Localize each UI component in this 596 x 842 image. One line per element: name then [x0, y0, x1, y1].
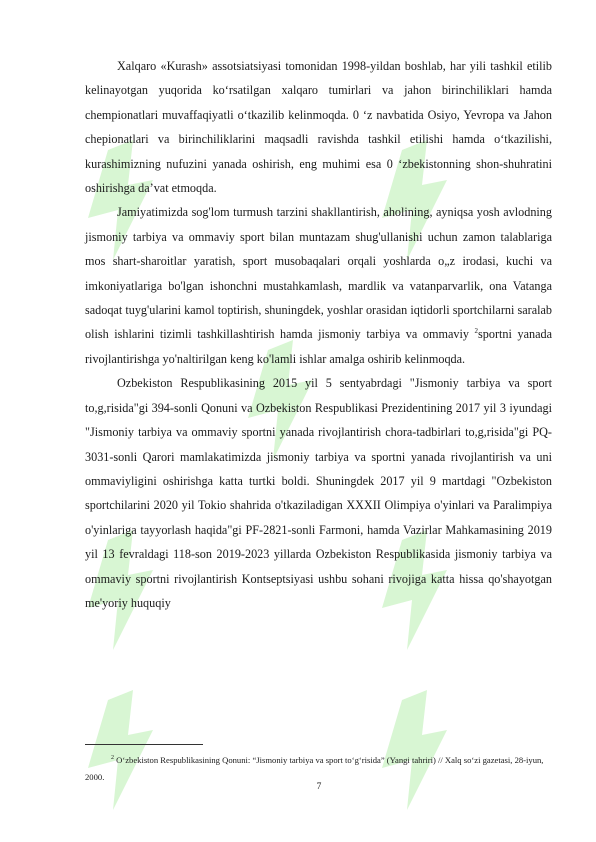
paragraph-text-after-ref: sportni yanada rivojlantirishga yo'naltirilgan keng ko'lamli ishlar amalga oshirib kelinmoqda. [85, 327, 552, 366]
footnote-reference[interactable]: 2 [474, 327, 479, 336]
paragraph-text-before-ref: Jamiyatimizda sog'lom turmush tarzini shakllantirish, aholining, ayniqsa yosh avlodning jismoniy tarbiya va ommaviy sport bilan muntazam shug'ullanishi uchun zamon talablariga mos shart-sharoitlar yaratish, sport musobaqalari orqali yoshlarda o„z irodasi, kuchi va imkoniyatlariga bo'lgan ishonchni mustahkamlash, mardlik va vatanparvarlik, ona Vatanga sadoqat tuyg'ularini kamol toptirish, shuningdek, yoshlar orasidan iqtidorli sportchilarni saralab olish ishlarini tizimli tashkillashtirish hamda jismoniy tarbiya va ommaviy [85, 205, 552, 342]
paragraph-qonun: Ozbekiston Respublikasining 2015 yil 5 sentyabrdagi "Jismoniy tarbiya va sport to,g,risida"gi 394-sonli Qonuni va Ozbekiston Respublikasi Prezidentining 2017 yil 3 iyundagi "Jismoniy tarbiya va ommaviy sportni yanada rivojlantirish chora-tadbirlari to,g,risida"gi PQ-3031-sonli Qarori mamlakatimizda jismoniy tarbiya va sportni yanada rivojlantirish va uni ommaviyligini oshirishga katta turtki boldi. Shuningdek 2017 yil 9 martdagi "Ozbekiston sportchilarini 2020 yil Tokio shahrida o'tkaziladigan XXXII Olimpiya o'yinlari va Paralimpiya o'yinlariga tayyorlash haqida"gi PF-2821-sonli Farmoni, hamda Vazirlar Mahkamasining 2019 yil 13 fevraldagi 118-son 2019-2023 yillarda Ozbekiston Respublikasida jismoniy tarbiya va ommaviy sportni rivojlantirish Kontseptsiyasi ushbu sohani rivojiga katta hissa qo'shayotgan me'yoriy huquqiy [85, 376, 552, 610]
footnote-text: O‘zbekiston Respublikasining Qonuni: “Jismoniy tarbiya va sport to‘g‘risida” (Yangi tahriri) // Xalq so‘zi gazetasi, 28-iyun, 2000. [85, 754, 544, 782]
footnote-number: 2 [111, 755, 114, 761]
footnote [85, 750, 552, 786]
page-body [85, 54, 552, 615]
paragraph-jamiyat [85, 200, 552, 371]
page-number: 7 [316, 782, 322, 792]
paragraph-kurash: Xalqaro «Kurash» assotsiatsiyasi tomonidan 1998-yildan boshlab, har yili tashkil etilib kelinayotgan yuqorida ko‘rsatilgan xalqaro tumirlari va jahon birinchiliklari hamda chempionatlari muvaffaqiyatli o‘tkazilib kelinmoqda. 0 ‘z navbatida Osiyo, Yevropa va Jahon chepionatlari va birinchiliklarini maqsadli ravishda tashkil etilishi hamda o‘tkazilishi, kurashimizning nufuzini yanada oshirish, eng muhimi esa 0 ‘zbekistonning shon-shuhratini oshirishga da’vat etmoqda. [85, 59, 552, 196]
footnote-divider [85, 744, 203, 745]
